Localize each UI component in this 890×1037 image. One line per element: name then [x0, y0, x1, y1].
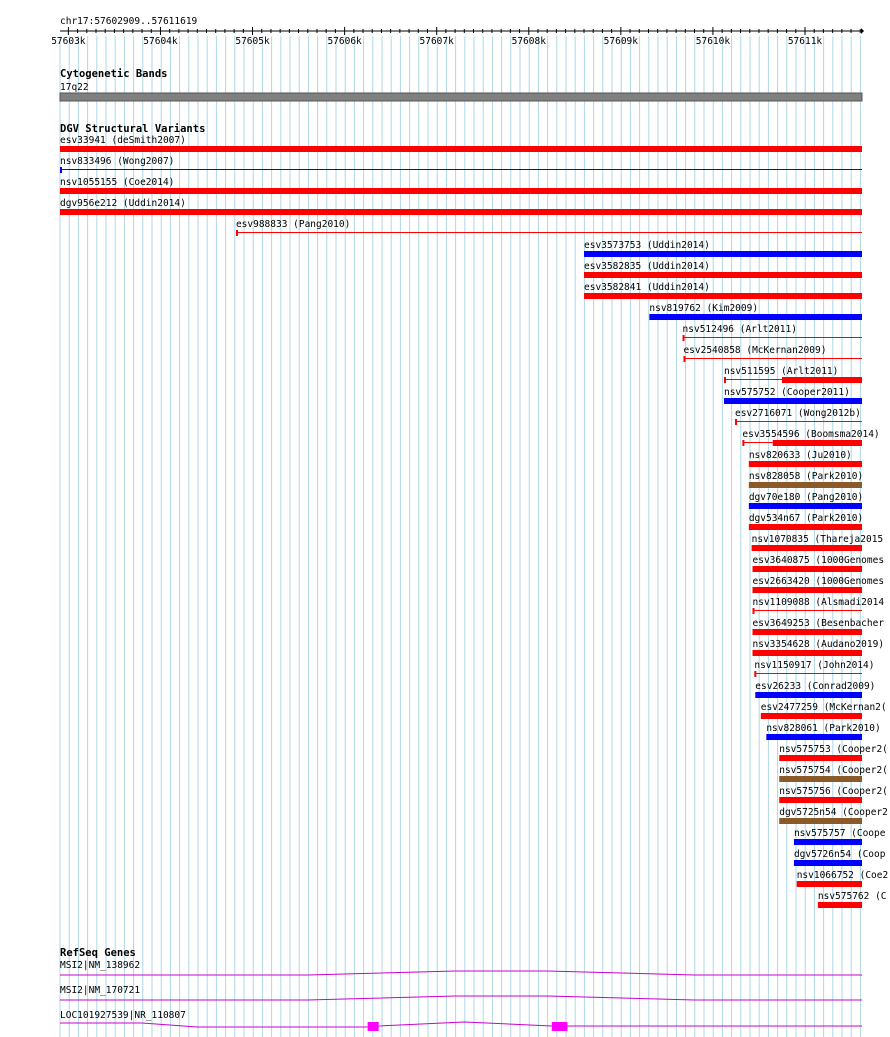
dgv-feature[interactable] [761, 702, 887, 719]
dgv-feature-label: esv3640875 (1000Genomes [752, 555, 885, 566]
dgv-feature[interactable] [755, 681, 875, 698]
dgv-feature-label: nsv575752 (Cooper2011) [723, 387, 850, 398]
ruler-location: chr17:57602909..57611619 [60, 16, 198, 27]
dgv-feature-bar[interactable] [753, 650, 862, 656]
gene-label: LOC101927539|NR_110807 [60, 1010, 186, 1021]
dgv-feature-label: nsv575757 (Coope [793, 828, 886, 839]
dgv-feature-line[interactable] [742, 442, 772, 443]
dgv-feature-line[interactable] [236, 232, 862, 233]
dgv-feature-label: nsv819762 (Kim2009) [649, 303, 759, 314]
dgv-feature-bar[interactable] [818, 902, 862, 908]
gene-exon[interactable] [552, 1022, 568, 1031]
dgv-feature[interactable] [753, 576, 885, 593]
ruler-tick-label: 57607k [419, 36, 454, 47]
dgv-feature-bar[interactable] [794, 839, 862, 845]
dgv-track-title: DGV Structural Variants [60, 123, 206, 135]
dgv-feature[interactable] [749, 492, 863, 509]
dgv-feature[interactable] [779, 786, 888, 803]
dgv-feature-label: nsv575762 (C [817, 891, 887, 902]
dgv-feature-bar[interactable] [753, 629, 862, 635]
dgv-feature-line[interactable] [60, 169, 862, 170]
dgv-feature-label: dgv5726n54 (Coop [793, 849, 886, 860]
gene-intron-line [60, 971, 862, 975]
dgv-feature[interactable] [649, 303, 862, 320]
cytoband-bar[interactable] [60, 93, 862, 101]
dgv-feature-bar[interactable] [755, 692, 862, 698]
dgv-feature[interactable] [584, 240, 862, 257]
dgv-feature-bar[interactable] [782, 377, 862, 383]
cytoband-label: 17q22 [60, 82, 89, 93]
dgv-feature[interactable] [749, 471, 863, 488]
dgv-feature-label: nsv1055155 (Coe2014) [60, 177, 175, 188]
dgv-feature-start-mark [60, 167, 62, 173]
dgv-feature-start-mark [753, 608, 755, 614]
dgv-feature-label: nsv1109088 (Alsmadi2014 [752, 597, 885, 608]
dgv-feature[interactable] [779, 744, 888, 761]
dgv-feature-label: esv3554596 (Boomsma2014) [742, 429, 880, 440]
dgv-feature[interactable] [584, 261, 862, 278]
refseq-gene[interactable] [60, 985, 862, 1000]
dgv-feature[interactable] [749, 450, 862, 467]
dgv-feature-bar[interactable] [779, 755, 862, 761]
dgv-feature-bar[interactable] [60, 209, 862, 215]
dgv-feature[interactable] [752, 534, 884, 551]
dgv-feature-label: dgv5725n54 (Cooper2 [779, 807, 888, 818]
dgv-feature-label: nsv833496 (Wong2007) [60, 156, 175, 167]
dgv-feature[interactable] [753, 597, 885, 614]
gene-intron-line [60, 1022, 862, 1027]
dgv-feature-start-mark [683, 356, 685, 362]
dgv-feature-bar[interactable] [749, 524, 862, 530]
gene-intron-line [60, 996, 862, 1000]
dgv-feature-label: esv2663420 (1000Genomes [752, 576, 885, 587]
dgv-feature-label: nsv828061 (Park2010) [766, 723, 881, 734]
dgv-feature[interactable] [753, 639, 885, 656]
dgv-feature-bar[interactable] [779, 797, 862, 803]
dgv-feature[interactable] [60, 198, 862, 215]
dgv-feature-label: nsv511595 (Arlt2011) [723, 366, 839, 377]
dgv-feature[interactable] [753, 555, 885, 572]
dgv-feature-line[interactable] [683, 358, 862, 359]
dgv-feature-bar[interactable] [779, 818, 862, 824]
dgv-feature-label: dgv70e180 (Pang2010) [748, 492, 864, 503]
dgv-feature-bar[interactable] [584, 272, 862, 278]
dgv-feature-bar[interactable] [773, 440, 862, 446]
cytoband-track-title: Cytogenetic Bands [60, 68, 168, 80]
dgv-feature-label: esv988833 (Pang2010) [235, 219, 351, 230]
dgv-feature-bar[interactable] [60, 146, 862, 152]
dgv-feature[interactable] [794, 828, 886, 845]
dgv-feature-bar[interactable] [797, 881, 862, 887]
dgv-feature[interactable] [683, 345, 862, 362]
dgv-feature-line[interactable] [735, 421, 862, 422]
gene-exon[interactable] [368, 1022, 379, 1031]
dgv-feature-bar[interactable] [649, 314, 862, 320]
dgv-feature-bar[interactable] [761, 713, 862, 719]
dgv-feature-label: esv3582835 (Uddin2014) [584, 261, 710, 272]
dgv-feature-start-mark [735, 419, 737, 425]
dgv-feature-bar[interactable] [766, 734, 862, 740]
dgv-feature-label: nsv1066752 (Coe2 [796, 870, 889, 881]
dgv-feature[interactable] [753, 618, 885, 635]
dgv-feature-label: nsv575756 (Cooper2( [779, 786, 888, 797]
gene-label: MSI2|NM_170721 [60, 985, 141, 996]
dgv-feature-label: nsv575753 (Cooper2( [779, 744, 888, 755]
dgv-feature-label: esv2477259 (McKernan2( [760, 702, 887, 713]
dgv-feature-label: esv2716071 (Wong2012b) [735, 408, 861, 419]
dgv-feature-label: esv33941 (deSmith2007) [60, 135, 186, 146]
cytoband-track [60, 68, 862, 101]
dgv-feature-label: esv3573753 (Uddin2014) [584, 240, 710, 251]
dgv-feature-label: esv3582841 (Uddin2014) [584, 282, 710, 293]
ruler-tick-label: 57611k [787, 36, 823, 47]
refseq-gene[interactable] [60, 1010, 862, 1031]
dgv-feature-start-mark [754, 671, 756, 677]
dgv-feature-bar[interactable] [749, 461, 862, 467]
dgv-feature-label: esv26233 (Conrad2009) [755, 681, 876, 692]
ruler-tick-label: 57604k [143, 36, 178, 47]
dgv-feature-label: esv2540858 (McKernan2009) [683, 345, 827, 356]
dgv-feature[interactable] [584, 282, 862, 299]
dgv-feature[interactable] [749, 513, 863, 530]
dgv-feature-bar[interactable] [749, 482, 862, 488]
ruler-tick-label: 57610k [695, 36, 731, 47]
dgv-feature-start-mark [683, 335, 685, 341]
refseq-gene[interactable] [60, 960, 862, 975]
dgv-feature[interactable] [683, 324, 862, 341]
dgv-feature-line[interactable] [683, 337, 862, 338]
dgv-feature[interactable] [779, 765, 888, 782]
dgv-feature-bar[interactable] [779, 776, 862, 782]
dgv-feature-start-mark [724, 377, 726, 383]
ruler [51, 16, 864, 47]
dgv-feature-bar[interactable] [794, 860, 862, 866]
dgv-feature[interactable] [60, 135, 862, 152]
dgv-feature-label: dgv956e212 (Uddin2014) [60, 198, 186, 209]
dgv-feature[interactable] [794, 849, 886, 866]
dgv-feature[interactable] [60, 177, 862, 194]
ruler-arrow-icon [861, 28, 864, 34]
dgv-feature-bar[interactable] [752, 545, 862, 551]
dgv-feature-label: nsv1070835 (Thareja2015 [751, 534, 884, 545]
dgv-feature-label: nsv575754 (Cooper2( [779, 765, 888, 776]
ruler-tick-label: 57606k [327, 36, 362, 47]
dgv-feature[interactable] [818, 891, 887, 908]
ruler-tick-label: 57609k [603, 36, 639, 47]
dgv-feature[interactable] [779, 807, 888, 824]
ruler-tick-label: 57603k [51, 36, 86, 47]
dgv-feature[interactable] [724, 366, 862, 383]
ruler-tick-label: 57605k [235, 36, 270, 47]
vertical-grid [60, 36, 860, 1037]
dgv-feature-label: nsv3354628 (Audano2019) [752, 639, 885, 650]
dgv-feature-label: nsv828058 (Park2010) [748, 471, 864, 482]
dgv-feature[interactable] [742, 429, 879, 446]
dgv-feature-label: dgv534n67 (Park2010) [748, 513, 864, 524]
dgv-feature-line[interactable] [754, 673, 862, 674]
refseq-genes [60, 960, 862, 1031]
dgv-feature[interactable] [766, 723, 880, 740]
gene-label: MSI2|NM_138962 [60, 960, 141, 971]
refseq-track-title: RefSeq Genes [60, 947, 136, 959]
dgv-feature-bar[interactable] [749, 503, 862, 509]
dgv-feature-label: esv3649253 (Besenbacher [752, 618, 885, 629]
dgv-feature-label: nsv512496 (Arlt2011) [682, 324, 797, 335]
dgv-feature-label: nsv820633 (Ju2010) [748, 450, 852, 461]
dgv-feature-bar[interactable] [584, 251, 862, 257]
dgv-feature-bar[interactable] [724, 398, 862, 404]
dgv-feature-bar[interactable] [60, 188, 862, 194]
refseq-track [60, 947, 862, 1031]
dgv-feature-start-mark [236, 230, 238, 236]
dgv-feature-label: nsv1150917 (John2014) [754, 660, 875, 671]
dgv-feature-start-mark [742, 440, 744, 446]
dgv-feature[interactable] [797, 870, 889, 887]
dgv-feature-line[interactable] [753, 610, 862, 611]
dgv-feature[interactable] [735, 408, 862, 425]
dgv-feature-bar[interactable] [753, 587, 862, 593]
dgv-feature-line[interactable] [724, 379, 782, 380]
dgv-feature[interactable] [724, 387, 862, 404]
dgv-feature-bar[interactable] [584, 293, 862, 299]
dgv-feature-bar[interactable] [753, 566, 862, 572]
dgv-feature[interactable] [60, 156, 862, 173]
ruler-tick-label: 57608k [511, 36, 546, 47]
